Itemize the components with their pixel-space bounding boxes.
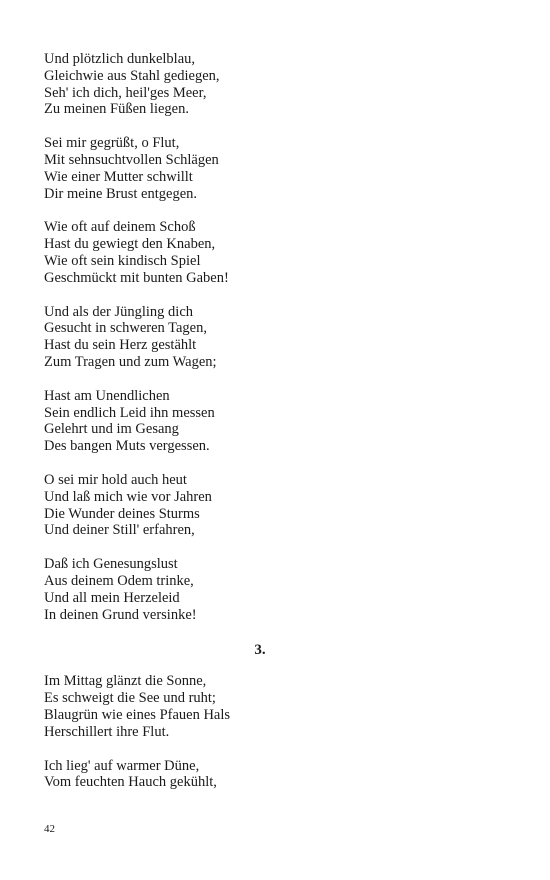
stanza-1 — [44, 51, 504, 118]
stanza-3 — [44, 219, 504, 286]
verse-line: Daß ich Genesungslust — [44, 556, 178, 573]
verse-line: Herschillert ihre Flut. — [44, 723, 170, 740]
verse-line: Zum Tragen und zum Wagen; — [44, 353, 217, 370]
verse-line: Im Mittag glänzt die Sonne, — [44, 673, 207, 690]
stanza-6 — [44, 472, 504, 539]
verse-line: Die Wunder deines Sturms — [44, 505, 200, 522]
verse-line: Dir meine Brust entgegen. — [44, 185, 198, 202]
verse-line: Gesucht in schweren Tagen, — [44, 320, 207, 337]
stanza-7 — [44, 556, 504, 623]
verse-line: Es schweigt die See und ruht; — [44, 690, 216, 707]
verse-line: Und all mein Herzeleid — [44, 589, 180, 606]
section-number: 3. — [254, 642, 266, 659]
verse-line: Hast du sein Herz gestählt — [44, 337, 197, 354]
verse-line: Ich lieg' auf warmer Düne, — [44, 757, 200, 774]
verse-line: Geschmückt mit bunten Gaben! — [44, 269, 229, 286]
verse-line: Und plötzlich dunkelblau, — [44, 51, 196, 67]
verse-line: Aus deinem Odem trinke, — [44, 572, 194, 589]
verse-line: Zu meinen Füßen liegen. — [44, 101, 189, 118]
stanza-9 — [44, 758, 504, 792]
stanza-2 — [44, 135, 504, 202]
verse-line: Blaugrün wie eines Pfauen Hals — [44, 706, 231, 723]
verse-line: Vom feuchten Hauch gekühlt, — [44, 774, 217, 791]
verse-line: Sein endlich Leid ihn messen — [44, 404, 215, 421]
verse-line: Sei mir gegrüßt, o Flut, — [44, 135, 180, 152]
verse-line: Wie oft auf deinem Schoß — [44, 219, 196, 236]
verse-line: Wie einer Mutter schwillt — [44, 168, 193, 185]
verse-line: In deinen Grund versinke! — [44, 606, 197, 623]
verse-line: Und als der Jüngling dich — [44, 303, 194, 320]
verse-line: Gleichwie aus Stahl gediegen, — [44, 67, 220, 84]
verse-line: O sei mir hold auch heut — [44, 471, 187, 488]
verse-line: Hast du gewiegt den Knaben, — [44, 236, 216, 253]
page-number: 42 — [44, 823, 55, 835]
verse-line: Wie oft sein kindisch Spiel — [44, 252, 201, 269]
verse-line: Des bangen Muts vergessen. — [44, 438, 210, 455]
poem-text — [44, 51, 504, 808]
verse-line: Und deiner Still' erfahren, — [44, 522, 195, 539]
verse-line: Seh' ich dich, heil'ges Meer, — [44, 84, 207, 101]
stanza-5 — [44, 388, 504, 455]
verse-line: Mit sehnsuchtvollen Schlägen — [44, 151, 219, 168]
stanza-8 — [44, 673, 504, 740]
verse-line: Gelehrt und im Gesang — [44, 421, 179, 438]
stanza-4 — [44, 304, 504, 371]
verse-line: Hast am Unendlichen — [44, 387, 170, 404]
verse-line: Und laß mich wie vor Jahren — [44, 488, 212, 505]
